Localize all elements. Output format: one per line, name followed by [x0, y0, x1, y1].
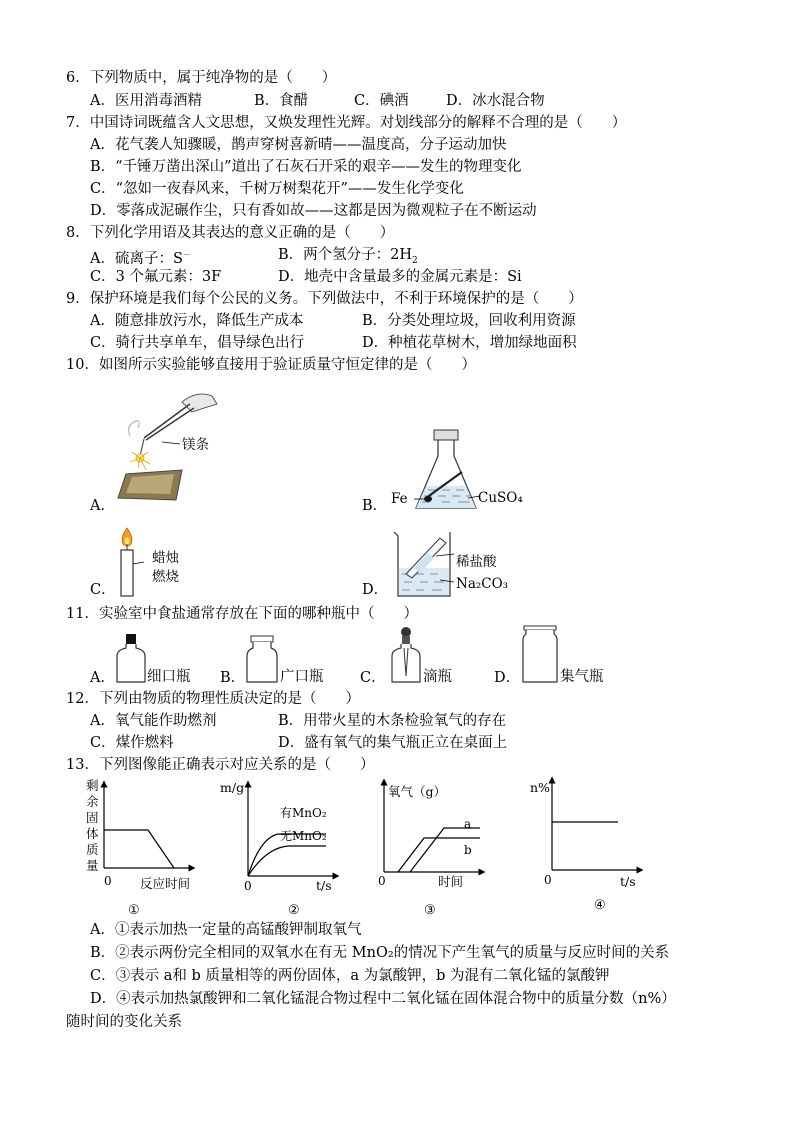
q10-option-b: B． [362, 498, 388, 514]
q11-option-c: C． [360, 670, 386, 686]
q7-option-d: D．零落成泥碾作尘，只有香如故——这都是因为微观粒子在不断运动 [90, 203, 537, 219]
q10-option-a: A． [90, 498, 115, 514]
q8-option-c: C．3 个氟元素：3F [90, 269, 222, 285]
graph1-ylabel-char: 体 [86, 826, 99, 841]
iron-copper-sulfate-flask-figure [412, 428, 482, 516]
q6-option-a: A．医用消毒酒精 [90, 93, 202, 109]
graph1-number: ① [128, 903, 140, 918]
q13-stem: 13．下列图像能正确表示对应关系的是（ ） [66, 757, 375, 773]
q11-option-d: D． [494, 670, 521, 686]
q6-option-b: B．食醋 [254, 93, 309, 109]
graph4-plot [544, 776, 644, 876]
q11-option-b: B． [220, 670, 246, 686]
graph1-ylabel-char: 固 [86, 810, 99, 825]
graph4-number: ④ [594, 898, 606, 913]
graph1-plot [100, 780, 196, 872]
q10-b-label-fe: Fe [391, 491, 408, 507]
q8-option-a [90, 245, 191, 269]
q8-option-a-text: A．硫离子：S [90, 250, 183, 267]
q10-b-label-cuso4: CuSO₄ [478, 490, 523, 506]
graph2-curve-without-mno2 [248, 846, 326, 876]
q11-option-a: A． [90, 670, 115, 686]
q6-stem: 6．下列物质中，属于纯净物的是（ ） [66, 70, 337, 86]
wide-mouth-bottle-icon [244, 634, 280, 684]
q12-option-c: C．煤作燃料 [90, 735, 174, 751]
q13-option-a: A．①表示加热一定量的高锰酸钾制取氧气 [90, 922, 362, 938]
q10-option-c: C． [90, 582, 116, 598]
q9-stem: 9．保护环境是我们每个公民的义务。下列做法中，不利于环境保护的是（ ） [66, 291, 583, 307]
q10-c-label-candle: 蜡烛 [152, 550, 179, 566]
gas-collection-bottle-icon [521, 624, 559, 684]
q7-option-b: B．“千锤万凿出深山”道出了石灰石开采的艰辛——发生的物理变化 [90, 159, 522, 175]
q10-stem: 10．如图所示实验能够直接用于验证质量守恒定律的是（ ） [66, 357, 476, 373]
q11-c-name: 滴瓶 [423, 669, 452, 685]
graph3-label-b: b [464, 843, 472, 857]
q10-d-label-na2co3: Na₂CO₃ [456, 576, 509, 592]
graph3-label-a: a [464, 817, 472, 831]
dropper-bottle-icon [388, 626, 424, 684]
q9-option-a: A．随意排放污水，降低生产成本 [90, 313, 304, 329]
q6-option-d: D．冰水混合物 [446, 93, 545, 109]
graph2-xlabel: t/s [316, 878, 332, 893]
q12-option-b: B．用带火星的木条检验氧气的存在 [278, 713, 507, 729]
q10-d-label-hcl: 稀盐酸 [456, 554, 497, 570]
graph2-label-without-mno2: 无MnO₂ [280, 829, 327, 843]
graph1-origin: 0 [104, 874, 112, 888]
graph4-xlabel: t/s [620, 874, 636, 889]
graph3-plot [378, 778, 488, 878]
graph1-ylabel [86, 778, 100, 874]
q10-c-label-burning: 燃烧 [152, 569, 179, 585]
q8-option-b-subscript: 2 [412, 255, 418, 266]
q9-option-c: C．骑行共享单车，倡导绿色出行 [90, 335, 305, 351]
graph1-curve [104, 830, 174, 868]
q8-option-d: D．地壳中含量最多的金属元素是：Si [278, 269, 522, 285]
q10-option-d: D． [362, 582, 389, 598]
graph3-ylabel: 氧气（g） [388, 784, 447, 799]
q7-option-a: A．花气袭人知骤暖，鹊声穿树喜新晴——温度高，分子运动加快 [90, 137, 507, 153]
q13-option-c: C．③表示 a和 b 质量相等的两份固体，a 为氯酸钾，b 为混有二氧化锰的氯酸钾 [90, 968, 610, 984]
q8-option-a-charge: － [182, 250, 191, 259]
graph2-label-with-mno2: 有MnO₂ [280, 806, 327, 820]
q9-option-d: D．种植花草树木，增加绿地面积 [362, 335, 577, 351]
q11-a-name: 细口瓶 [147, 669, 191, 685]
graph3-origin: 0 [378, 874, 386, 888]
q13-option-d: D．④表示加热氯酸钾和二氧化锰混合物过程中二氧化锰在固体混合物中的质量分数（n%） [90, 991, 676, 1007]
graph1-xlabel: 反应时间 [140, 876, 191, 891]
q7-stem: 7．中国诗词既蕴含人文思想，又焕发理性光辉。对划线部分的解释不合理的是（ ） [66, 115, 627, 131]
q9-option-b: B．分类处理垃圾，回收利用资源 [362, 313, 576, 329]
q12-option-a: A．氧气能作助燃剂 [90, 713, 217, 729]
graph2-origin: 0 [244, 879, 252, 893]
q11-d-name: 集气瓶 [560, 669, 604, 685]
graph1-ylabel-char: 质 [86, 842, 99, 857]
q12-option-d: D．盛有氧气的集气瓶正立在桌面上 [278, 735, 508, 751]
graph2-number: ② [288, 903, 300, 918]
q8-option-b-text: B．两个氢分子：2H [278, 247, 413, 263]
q7-option-c: C．“忽如一夜春风来，千树万树梨花开”——发生化学变化 [90, 181, 464, 197]
graph4-origin: 0 [544, 873, 552, 887]
q6-option-c: C．碘酒 [354, 93, 409, 109]
q13-option-d-continued: 随时间的变化关系 [66, 1014, 182, 1030]
graph1-ylabel-char: 剩 [86, 778, 99, 793]
graph3-number: ③ [424, 903, 436, 918]
beaker-hydrochloric-acid-figure [392, 530, 456, 600]
narrow-mouth-bottle-icon [114, 632, 148, 684]
graph4-ylabel: n% [530, 780, 550, 795]
q13-option-b: B．②表示两份完全相同的双氧水在有无 MnO₂的情况下产生氧气的质量与反应时间的关系 [90, 945, 670, 961]
q11-stem: 11．实验室中食盐通常存放在下面的哪种瓶中（ ） [66, 606, 418, 622]
graph2-ylabel: m/g [220, 780, 245, 795]
candle-figure [112, 524, 146, 600]
graph1-ylabel-char: 量 [86, 858, 99, 873]
graph3-xlabel: 时间 [438, 874, 464, 889]
q12-stem: 12．下列由物质的物理性质决定的是（ ） [66, 691, 360, 707]
q8-stem: 8．下列化学用语及其表达的意义正确的是（ ） [66, 225, 395, 241]
q10-a-label-magnesium: 镁条 [182, 437, 209, 453]
q11-b-name: 广口瓶 [280, 669, 324, 685]
graph1-ylabel-char: 余 [86, 794, 99, 809]
